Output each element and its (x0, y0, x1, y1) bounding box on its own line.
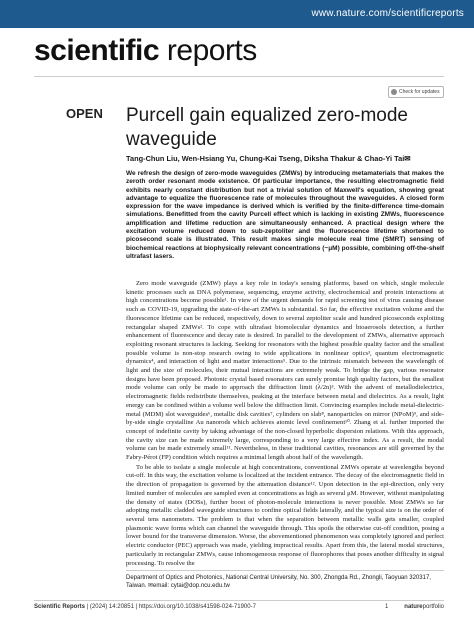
page-number: 1 (384, 604, 389, 610)
footer-journal: Scientific Reports (34, 604, 86, 610)
header-divider (34, 76, 444, 77)
article-title: Purcell gain equalized zero-mode waveguide (126, 105, 408, 150)
abstract: We refresh the design of zero-mode waveguides (ZMWs) by introducing metamaterials that makes the zeroth order resonant mode existence. Of particular importance, the resulting electromagnetic field exhibits nearly constant distribution but not a trivial solution of Maxwell's equation, showing great advantage to equalize the fluorescence rate of molecules throughout the waveguides. A closed form expression for the wave impedance is derived which is verified by the finite-difference time-domain simulations. Benefitted from the cavity Purcell effect which is lacking in existing ZMWs, fluorescence amplification and lifetime reduction are simultaneously enhanced. A practical design where the excitation volume reduced down to sub-zeptoliter and the fluorescence lifetime shortened to picosecond scale is illustrated. This result makes single molecule real time (SMRT) sensing of biochemical reactions at biophysically relevant concentrations (~μM) possible, combining off-the-shelf ultrafast lasers. (126, 170, 444, 260)
journal-name-bold: scientific (34, 34, 160, 67)
publisher-logo: nature (404, 604, 423, 610)
affiliation-divider (126, 570, 444, 571)
footer-doi-link[interactable]: | (2024) 14:20851 | https://doi.org/10.1038/s41598-024-71900-7 (85, 604, 256, 610)
article-body (126, 280, 444, 569)
footer-divider (34, 600, 444, 601)
journal-name-light: reports (159, 34, 257, 67)
journal-logo (34, 36, 257, 66)
body-paragraph: To be able to isolate a single molecule at high concentrations, conventional ZMWs operate at wavelengths beyond cut-off. In this way, the excitation volume is localized at the incident entrance. The decay of the electromagnetic field in the direction of propagation is governed by the attenuation distance¹². Upon detection in the epi-direction, only very limited number of molecules are sampled even at concentrations as high as several μM. However, without manipulating the density of states (DOSs), further boost of photon-molecule interactions is never possible. Most ZMWs so far adopting metallic cladded waveguide structures to confine optical fields laterally, and the typical size is on the order of several tens nanometers. The problem is that when the separation between metallic walls gets smaller, coupled plasmonic wave forms which can channel the waveguide through. This spoils the otherwise cut-off condition, posing a lower bound for the transverse dimension. Worse, the abovementioned phenomenon was completely ignored and perfect electric conductor (PEC) approach was made, yielding impractical results. Apart from this, the lateral modal structures, particularly in rectangular ZMWs, cause inhomogeneous response of fluorophores that poses another difficulty in signal processing. To resolve the (126, 463, 444, 567)
publisher-logo-light: portfolio (422, 604, 444, 610)
footer-right (385, 604, 444, 610)
check-updates-label: Check for updates (399, 89, 440, 95)
check-updates-icon (391, 89, 397, 95)
journal-header-bar (0, 0, 474, 28)
journal-url-link[interactable]: www.nature.com/scientificreports (311, 8, 464, 19)
author-list: Tang-Chun Liu, Wen-Hsiang Yu, Chung-Kai Tseng, Diksha Thakur & Chao-Yi Tai✉ (126, 154, 411, 163)
footer-citation (34, 604, 256, 610)
check-for-updates-button[interactable] (388, 86, 444, 98)
author-affiliation: Department of Optics and Photonics, National Central University, No. 300, Zhongda Rd., Zhongli, Taoyuan 320317, Taiwan. ✉email: cytai@dop.ncu.edu.tw (126, 575, 431, 589)
open-access-label: OPEN (66, 106, 103, 121)
body-paragraph: Zero mode waveguide (ZMW) plays a key role in today's sensing platforms, based on which, single molecule kinetic processes such as DNA polymerase, sequencing, enzyme activity, electrochemical and protein interactions at high concentrations become possible¹. In view of the urgent demands for rapid screening test of virus causing disease such as COVID-19, upgrading the state-of-the-art ZMWs is substantial. So far, the effective excitation volume and the fluorescence lifetime can be reduced, respectively, down to several zeptoliter scale and hundred picoseconds exploiting rectangular shaped ZMWs². To cope with ultrafast biomolecular dynamics and bioaerosols detection, a further enhancement of fluorescence and decay rate is desired. In parallel to the development of ZMWs, alternative approach exploiting resonant structures is lacking. Seeking for resonators with the highest possible quality factor and the smallest possible volume is non-stop research owing to wide applications in nonlinear optics³, quantum electromagnetic dynamics⁴, and interaction of light and matter interactions⁵. Due to the intrinsic mismatch between the wavelength of light and the size of molecules, their mutual interactions are extremely weak. To bridge the gap, various resonator designs have been proposed. Photonic crystal based resonators can surely promise high quality factors, but the smallest mode volume can only be made to approach the diffraction limit (λ/2n)³. With the advent of metallodielectrics, electromagnetic fields redistribute themselves, peaking at the interface between metal and dielectrics. As a result, light energy can be confined within a volume well below the diffraction limit. Convincing examples include metal-dielectric-metal (MDM) slot waveguides⁶, metallic disk cavities⁷, cylinders on slab⁸, nanoparticles on mirror (NPoM)⁹, and side-by-side single crystalline Au nanorods which achieves atomic level confinement¹⁰. Zhang et al. further imported the concept of indefinite cavity by taking advantage of the non-closed hyperbolic dispersion relations. With this approach, the cavity size can be made extremely large, corresponding to a very large effective index. As a result, the modal volume can be made extremely small¹¹. Nevertheless, in these traditional cavities, resonances are still governed by the Fabry-Pérot (FP) condition which requires a minimal length about half of the wavelength. (126, 280, 444, 462)
